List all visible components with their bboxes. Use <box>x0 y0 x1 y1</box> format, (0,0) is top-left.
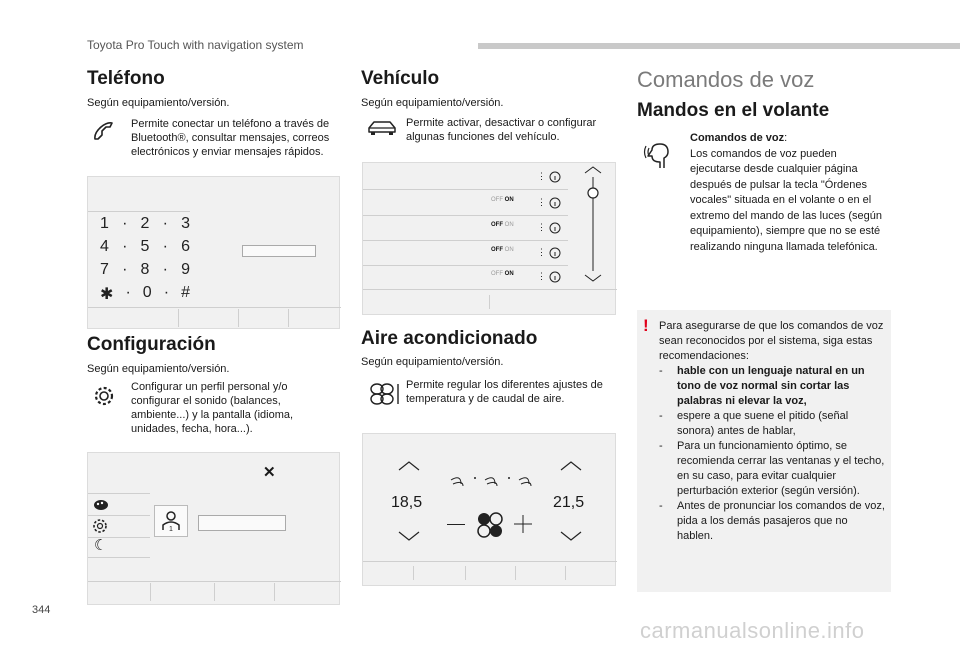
key[interactable]: 8 <box>140 261 150 278</box>
list-item: - Para un funcionamiento óptimo, se recomienda cerrar las ventanas y el techo, en su caso, para evitar cualquier perturbación exterior (según versión). <box>659 440 885 497</box>
toggle-row-3[interactable]: OFF ON <box>491 247 514 253</box>
note-intro: Para asegurarse de que los comandos de voz sean reconocidos por el sistema, siga estas recomendaciones: <box>659 320 884 362</box>
temp-right-up-icon[interactable] <box>559 460 583 472</box>
key[interactable]: ✱ <box>100 286 114 303</box>
info-icon[interactable] <box>549 271 561 283</box>
info-icon[interactable] <box>549 222 561 234</box>
close-icon[interactable]: ✕ <box>263 464 276 481</box>
watermark: carmanualsonline.info <box>640 618 865 643</box>
voz-label: Comandos de voz <box>690 132 785 144</box>
aire-screen <box>362 433 616 586</box>
key[interactable]: 7 <box>100 261 109 278</box>
voz-section-title: Comandos de voz <box>637 67 815 92</box>
document-header: Toyota Pro Touch with navigation system <box>87 38 304 52</box>
fan-icon <box>366 380 404 408</box>
configuracion-screen <box>87 452 340 605</box>
key[interactable]: 9 <box>181 261 190 278</box>
toggle-row-1[interactable]: OFF ON <box>491 197 514 203</box>
user-icon <box>155 506 187 536</box>
phone-icon <box>90 118 116 144</box>
palette-icon[interactable] <box>92 495 110 513</box>
configuracion-description: Configurar un perfil personal y/o configurar el sonido (balances, ambiente...) y la pantalla (idioma, unidades, fecha, hora...). <box>131 381 294 435</box>
more-icon[interactable]: ⋮ <box>537 222 546 232</box>
recommendations-note <box>637 310 891 592</box>
key[interactable]: 6 <box>181 238 190 255</box>
settings-icon[interactable] <box>92 517 112 535</box>
key[interactable]: 2 <box>140 215 150 232</box>
list-item: - Antes de pronunciar los comandos de voz, pida a los demás pasajeros que no hablen. <box>659 500 885 542</box>
temp-left-value: 18,5 <box>391 494 423 511</box>
configuracion-subtitle: Según equipamiento/versión. <box>87 363 230 375</box>
more-icon[interactable]: ⋮ <box>537 171 546 181</box>
configuracion-title: Configuración <box>87 334 216 355</box>
telefono-screen <box>87 176 340 329</box>
temp-right-value: 21,5 <box>553 494 585 511</box>
key[interactable]: 0 <box>142 284 152 301</box>
list-item: - espere a que suene el pitido (señal sonora) antes de hablar, <box>659 410 849 437</box>
more-icon[interactable]: ⋮ <box>537 271 546 281</box>
telefono-title: Teléfono <box>87 68 165 89</box>
warning-icon: ! <box>643 316 649 335</box>
page-number: 344 <box>32 604 51 616</box>
airflow-modes[interactable] <box>447 466 543 488</box>
aire-subtitle: Según equipamiento/versión. <box>361 356 504 368</box>
key[interactable]: 3 <box>181 215 190 232</box>
voice-command-icon <box>642 138 676 172</box>
temp-left-down-icon[interactable] <box>397 530 421 542</box>
voz-description: Los comandos de voz pueden ejecutarse desde cualquier página después de pulsar la tecla "Órdenes vocales" situada en el volante o en el extremo del mando de las luces (según equipamiento), siempre que no se esté realizando ninguna llamada telefónica. <box>690 147 882 253</box>
more-icon[interactable]: ⋮ <box>537 197 546 207</box>
toggle-row-2[interactable]: OFF ON <box>491 222 514 228</box>
phone-number-field[interactable] <box>242 245 316 257</box>
info-icon[interactable] <box>549 171 561 183</box>
list-item: - hable con un lenguaje natural en un tono de voz normal sin cortar las palabras ni elevar la voz, <box>659 365 865 407</box>
telefono-subtitle: Según equipamiento/versión. <box>87 97 230 109</box>
key[interactable]: # <box>181 284 190 301</box>
profile-name-field[interactable] <box>198 515 286 531</box>
temp-left-up-icon[interactable] <box>397 460 421 472</box>
toggle-row-4[interactable]: OFF ON <box>491 271 514 277</box>
telefono-description: Permite conectar un teléfono a través de Bluetooth®, consultar mensajes, correos electrónicos y enviar mensajes rápidos. <box>131 118 330 158</box>
svg-text:1: 1 <box>169 526 173 533</box>
header-bar <box>478 43 960 49</box>
car-icon <box>366 117 398 139</box>
key[interactable]: 1 <box>100 215 109 232</box>
moon-icon[interactable]: ☾ <box>94 537 108 554</box>
info-icon[interactable] <box>549 197 561 209</box>
more-icon[interactable]: ⋮ <box>537 247 546 257</box>
fan-speed-icon <box>475 510 505 540</box>
voz-block: Comandos de voz: Los comandos de voz pueden ejecutarse desde cualquier página después de pulsar la tecla "Órdenes vocales" situada en el volante o en el extremo del mando de las luces (según equipamiento), siempre que no se esté realizando ninguna llamada telefónica. <box>690 132 882 253</box>
gear-icon <box>90 382 118 410</box>
vehiculo-title: Vehículo <box>361 68 440 89</box>
fan-increase-icon[interactable] <box>513 514 533 534</box>
aire-description: Permite regular los diferentes ajustes de temperatura y de caudal de aire. <box>406 379 603 405</box>
vehiculo-screen <box>362 162 616 315</box>
scrollbar[interactable] <box>581 165 605 283</box>
key[interactable]: 5 <box>140 238 150 255</box>
temp-right-down-icon[interactable] <box>559 530 583 542</box>
vehiculo-description: Permite activar, desactivar o configurar algunas funciones del vehículo. <box>406 117 597 143</box>
vehiculo-subtitle: Según equipamiento/versión. <box>361 97 504 109</box>
fan-decrease-icon[interactable] <box>447 524 465 525</box>
key[interactable]: 4 <box>100 238 109 255</box>
voz-title: Mandos en el volante <box>637 100 830 121</box>
aire-title: Aire acondicionado <box>361 328 538 349</box>
recommendation-list <box>659 364 885 544</box>
info-icon[interactable] <box>549 247 561 259</box>
profile-button[interactable] <box>154 505 188 537</box>
keypad: 1 · 2 · 3 4 · 5 · 6 7 · 8 · 9 ✱ · 0 · # <box>100 215 190 307</box>
